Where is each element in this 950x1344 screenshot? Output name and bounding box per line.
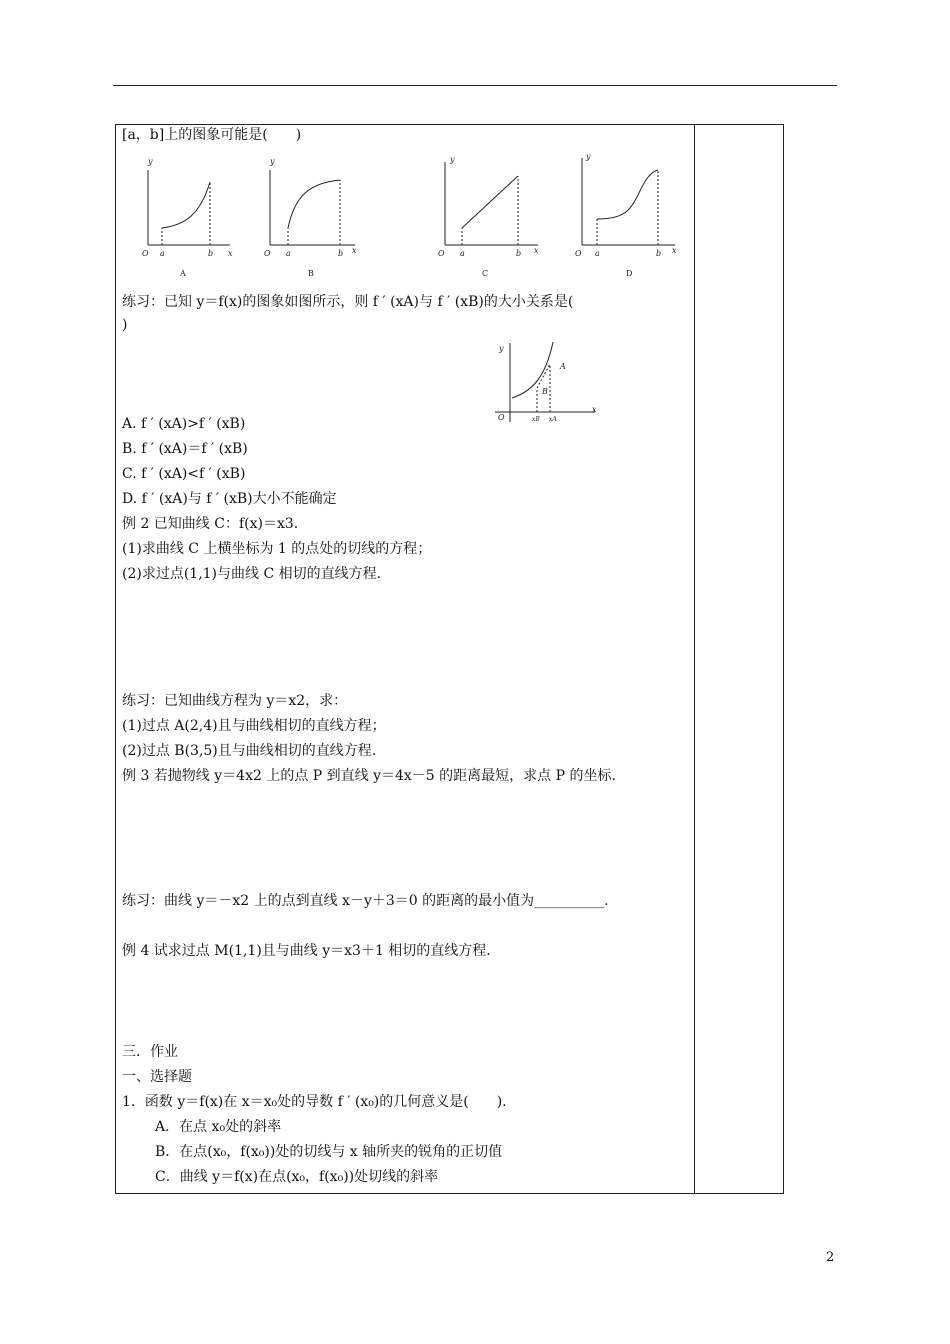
curve-origin-label: O	[498, 413, 505, 422]
curve-point-a-label: A	[560, 362, 566, 371]
graph-c-origin-label: O	[438, 249, 445, 258]
option-graphs	[130, 150, 690, 280]
graph-a-caption: A	[180, 269, 186, 278]
graph-b-a-label: a	[286, 249, 291, 258]
question-1-option-a: A．在点 x₀处的斜率	[155, 1119, 282, 1135]
curve-xb-label: xB	[532, 416, 540, 423]
exercise-1-stem: 练习：已知 y＝f(x)的图象如图所示，则 f ′ (xA)与 f ′ (xB)的大小关系是(	[122, 294, 574, 310]
exercise-1-option-b: B. f ′ (xA)＝f ′ (xB)	[122, 441, 248, 457]
example-4: 例 4 试求过点 M(1,1)且与曲线 y＝x3＋1 相切的直线方程.	[122, 943, 491, 959]
example-3: 例 3 若抛物线 y＝4x2 上的点 P 到直线 y＝4x－5 的距离最短，求点 P 的坐标.	[122, 768, 616, 784]
exercise-1-option-c: C. f ′ (xA)<f ′ (xB)	[122, 466, 246, 482]
graph-c-x-label: x	[534, 246, 539, 255]
graph-b-caption: B	[308, 269, 314, 278]
graph-d-b-label: b	[656, 249, 662, 258]
header-rule	[113, 85, 837, 86]
question-1-option-b: B．在点(x₀，f(x₀))处的切线与 x 轴所夹的锐角的正切值	[155, 1144, 503, 1160]
example-2-part-1: (1)求曲线 C 上横坐标为 1 的点处的切线的方程；	[122, 541, 432, 557]
graph-b-y-label: y	[270, 157, 275, 166]
question-1-stem: 1．函数 y＝f(x)在 x＝x₀处的导数 f ′ (x₀)的几何意义是( ).	[122, 1094, 507, 1110]
exercise-2-part-1: (1)过点 A(2,4)且与曲线相切的直线方程；	[122, 718, 386, 734]
graph-a-b-label: b	[208, 249, 214, 258]
graph-a-x-label: x	[228, 249, 233, 258]
graph-c-b-label: b	[516, 249, 522, 258]
exercise-2-stem: 练习：已知曲线方程为 y＝x2，求：	[122, 693, 348, 709]
graph-a-a-label: a	[160, 249, 165, 258]
page-number: 2	[826, 1250, 835, 1265]
exercise-1-option-a: A. f ′ (xA)>f ′ (xB)	[122, 416, 246, 432]
curve-point-b-label: B	[542, 387, 548, 396]
question-1-option-c: C．曲线 y＝f(x)在点(x₀，f(x₀))处切线的斜率	[155, 1169, 439, 1185]
exercise-1-stem-end: )	[122, 317, 128, 333]
graph-c-y-label: y	[450, 155, 455, 164]
exercise-1-option-d: D. f ′ (xA)与 f ′ (xB)大小不能确定	[122, 491, 337, 507]
content-table	[115, 124, 784, 1194]
curve-figure	[490, 340, 605, 425]
graph-d-origin-label: O	[575, 249, 582, 258]
graph-a-y-label: y	[148, 157, 153, 166]
exercise-2-part-2: (2)过点 B(3,5)且与曲线相切的直线方程.	[122, 743, 377, 759]
curve-xa-label: xA	[549, 416, 557, 423]
side-column-divider	[694, 125, 695, 1193]
graph-d-y-label: y	[586, 152, 591, 161]
graph-b-origin-label: O	[264, 249, 271, 258]
graph-d-caption: D	[626, 269, 633, 278]
graph-c-a-label: a	[460, 249, 465, 258]
curve-y-label: y	[499, 344, 504, 353]
question-stem: [a，b]上的图象可能是( )	[122, 127, 302, 143]
multiple-choice-heading: 一、选择题	[122, 1069, 192, 1085]
graph-b-x-label: x	[352, 246, 357, 255]
graph-d-x-label: x	[672, 246, 677, 255]
graph-d-a-label: a	[595, 249, 600, 258]
curve-x-label: x	[592, 405, 597, 414]
graph-b-b-label: b	[338, 249, 344, 258]
homework-heading: 三．作业	[122, 1044, 178, 1060]
graph-a-origin-label: O	[142, 249, 149, 258]
example-2-part-2: (2)求过点(1,1)与曲线 C 相切的直线方程.	[122, 566, 382, 582]
graph-c-caption: C	[482, 269, 489, 278]
exercise-3: 练习：曲线 y＝－x2 上的点到直线 x－y＋3＝0 的距离的最小值为__________.	[122, 893, 609, 909]
example-2-title: 例 2 已知曲线 C：f(x)＝x3.	[122, 516, 299, 532]
